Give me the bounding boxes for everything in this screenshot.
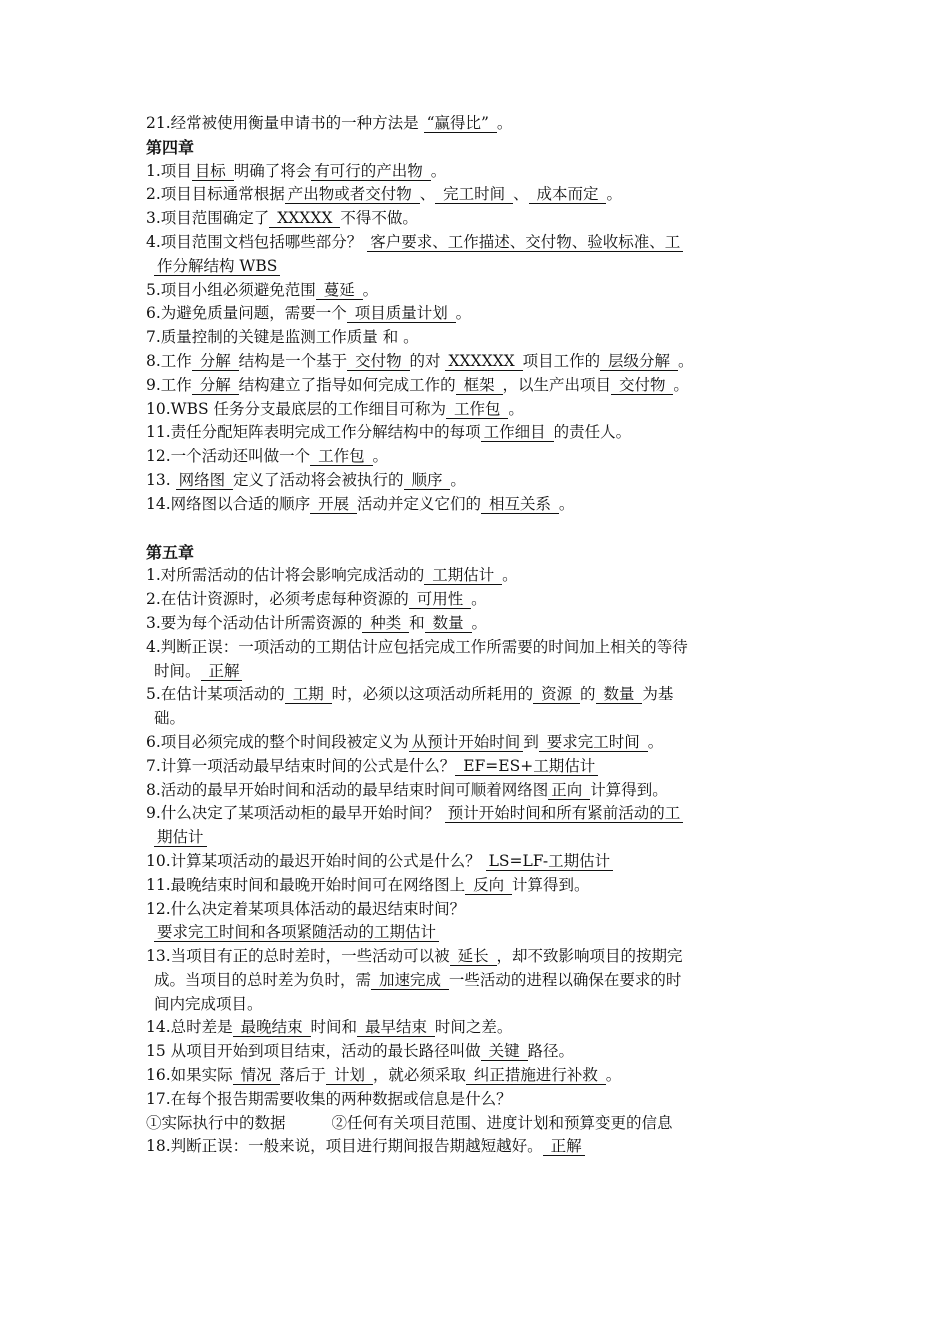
question-text: 11.责任分配矩阵表明完成工作分解结构中的每项 [146, 423, 481, 442]
question-text: 。 [558, 494, 575, 513]
answer-blank: 顺序 [404, 471, 451, 490]
answer-option: ①实际执行中的数据 [146, 1113, 286, 1132]
question-text: 9.什么决定了某项活动柜的最早开始时间？ [146, 804, 445, 823]
question-text: 。 [502, 566, 518, 585]
question-line [146, 612, 812, 636]
question-line [146, 1135, 812, 1159]
question-line [146, 398, 812, 422]
answer-blank: 预计开始时间和所有紧前活动的工 [445, 804, 684, 823]
question-text: 1.对所需活动的估计将会影响完成活动的 [146, 566, 425, 585]
answer-blank: 框架 [456, 376, 503, 395]
answer-blank: 资源 [533, 685, 580, 704]
answer-blank: 工作包 [446, 400, 508, 419]
question-text: 。 [647, 732, 664, 751]
question-text: 21.经常被使用衡量申请书的一种方法是 [146, 114, 424, 132]
answer-blank: 从预计开始时间 [409, 733, 524, 752]
question-line [146, 588, 812, 612]
answer-blank: 要求完工时间 [539, 733, 648, 752]
answer-option: ②任何有关项目范围、进度计划和预算变更的信息 [331, 1113, 673, 1132]
question-text: 12.什么决定着某项具体活动的最迟结束时间？ [146, 899, 466, 918]
answer-blank: 工期 [285, 685, 332, 704]
question-text: 。 [471, 590, 487, 609]
question-text: 7.计算一项活动最早结束时间的公式是什么？ [146, 756, 456, 775]
question-line [146, 683, 812, 707]
question-text: 。 [606, 185, 622, 204]
question-text: 成。当项目的总时差为负时，需 [154, 970, 372, 989]
question-text: 结构建立了指导如何完成工作的 [238, 375, 456, 394]
question-continuation [146, 921, 812, 945]
question-text: 础。 [154, 709, 186, 728]
question-text: 10.WBS 任务分支最底层的工作细目可称为 [146, 399, 447, 418]
question-text: 。 [673, 375, 689, 394]
question-text: 4.项目范围文档包括哪些部分？ [146, 232, 368, 251]
answer-options [146, 1112, 812, 1136]
answer-blank: 最早结束 [357, 1018, 435, 1037]
question-line [146, 1016, 812, 1040]
question-line [146, 112, 812, 136]
question-text: 时间和 [310, 1018, 358, 1037]
question-line [146, 326, 812, 350]
question-line [146, 636, 812, 660]
answer-blank: 工作包 [310, 447, 372, 466]
answer-blank: 客户要求、工作描述、交付物、验收标准、工 [367, 233, 683, 252]
question-text: 3.要为每个活动估计所需资源的 [146, 613, 363, 632]
question-line [146, 421, 812, 445]
answer-blank: 工作细目 [481, 423, 554, 442]
question-text: 13.当项目有正的总时差时，一些活动可以被 [146, 947, 450, 966]
question-text: 。 [450, 470, 466, 489]
question-line [146, 1088, 812, 1112]
answer-blank: 种类 [362, 614, 409, 633]
question-text: 。 [496, 114, 513, 132]
question-text: 4.判断正误：一项活动的工期估计应包括完成工作所需要的时间加上相关的等待 [146, 637, 688, 656]
answer-blank: 最晚结束 [233, 1018, 311, 1037]
question-text: 8.活动的最早开始时间和活动的最早结束时间可顺着网络图 [146, 780, 549, 799]
question-line [146, 279, 812, 303]
question-text: 14.总时差是 [146, 1018, 233, 1037]
answer-blank: 数量 [425, 614, 472, 633]
question-text: 和 [409, 613, 425, 632]
question-text: 一些活动的进程以确保在要求的时 [448, 970, 682, 989]
answer-blank: 层级分解 [600, 352, 678, 371]
question-text: 落后于 [279, 1066, 327, 1085]
answer-blank: 分解 [192, 376, 239, 395]
question-text: 、 [419, 185, 436, 204]
answer-blank: 要求完工时间和各项紧随活动的工期估计 [154, 923, 439, 942]
answer-blank: 可用性 [409, 590, 471, 609]
question-line [146, 731, 812, 755]
question-text: 间内完成项目。 [154, 994, 263, 1013]
question-continuation [146, 255, 812, 279]
question-line [146, 445, 812, 469]
question-text: 时间之差。 [434, 1018, 513, 1037]
question-text: 时，必须以这项活动所耗用的 [331, 685, 534, 704]
question-line [146, 945, 812, 969]
answer-blank: 计划 [326, 1066, 373, 1085]
answer-blank: XXXXX [269, 209, 340, 228]
answer-blank: EF=ES+工期估计 [455, 757, 598, 776]
question-text: 2.在估计资源时，必须考虑每种资源的 [146, 590, 409, 609]
question-text: 。 [455, 304, 472, 323]
question-text: 18.判断正误：一般来说，项目进行期间报告期越短越好。 [146, 1137, 543, 1156]
question-line [146, 850, 812, 874]
section-gap [146, 517, 812, 541]
answer-blank: 正解 [201, 662, 243, 681]
question-line [146, 302, 812, 326]
answer-blank: 相互关系 [481, 495, 559, 514]
answer-blank: 关键 [481, 1042, 528, 1061]
chapter-heading: 第四章 [146, 137, 195, 157]
question-line [146, 231, 812, 255]
answer-blank: 目标 [192, 162, 234, 181]
answer-blank: “赢得比” [424, 114, 497, 133]
question-text: 的 [580, 685, 596, 704]
question-text: 。 [605, 1066, 622, 1085]
answer-blank: 作分解结构 WBS [154, 257, 280, 276]
answer-blank: 延长 [450, 947, 497, 966]
question-text: 11.最晚结束时间和最晚开始时间可在网络图上 [146, 875, 466, 894]
question-text: 、 [513, 185, 529, 204]
answer-blank: 加速完成 [371, 971, 449, 990]
question-continuation [146, 969, 812, 993]
question-text: 14.网络图以合适的顺序 [146, 494, 311, 513]
question-text: 定义了活动将会被执行的 [233, 470, 404, 489]
question-text: 1.项目 [146, 161, 192, 180]
question-text: 计算得到。 [512, 875, 590, 894]
question-text: 。 [677, 351, 694, 370]
question-line [146, 183, 812, 207]
question-text: 5.项目小组必须避免范围 [146, 280, 316, 299]
question-continuation [146, 826, 812, 850]
question-line [146, 160, 812, 184]
answer-blank: 期估计 [154, 828, 207, 847]
question-text: 计算得到。 [590, 780, 668, 799]
question-text: 9.工作 [146, 375, 192, 394]
question-continuation [146, 707, 812, 731]
question-line [146, 802, 812, 826]
question-text: 明确了将会 [233, 161, 312, 180]
question-text: 12.一个活动还叫做一个 [146, 447, 311, 466]
question-text: 16.如果实际 [146, 1066, 233, 1085]
answer-blank: 蔓延 [316, 281, 363, 300]
question-text: 不得不做。 [340, 209, 418, 228]
question-text: 路径。 [527, 1042, 575, 1061]
answer-blank: 成本而定 [529, 185, 607, 204]
question-text: 8.工作 [146, 351, 192, 370]
question-line [146, 755, 812, 779]
question-continuation [146, 993, 812, 1017]
question-line [146, 1040, 812, 1064]
question-line [146, 779, 812, 803]
question-line [146, 350, 812, 374]
question-line [146, 207, 812, 231]
answer-blank: 分解 [192, 352, 239, 371]
answer-blank: 正解 [543, 1137, 585, 1156]
question-line [146, 564, 812, 588]
question-text: ，以生产出项目 [502, 375, 612, 394]
chapter-heading: 第五章 [146, 542, 195, 562]
question-text: 17.在每个报告期需要收集的两种数据或信息是什么？ [146, 1089, 512, 1108]
answer-blank: 开展 [310, 495, 357, 514]
answer-blank: 交付物 [611, 376, 673, 395]
answer-blank: 正向 [548, 781, 590, 800]
question-line [146, 1064, 812, 1088]
question-text: 结构是一个基于 [238, 351, 348, 370]
answer-blank: 网络图 [176, 471, 233, 490]
question-text: 10.计算某项活动的最迟开始时间的公式是什么？ [146, 851, 486, 870]
question-text: ，却不致影响项目的按期完 [496, 947, 683, 966]
question-text: 6.为避免质量问题，需要一个 [146, 304, 347, 323]
question-line [146, 493, 812, 517]
answer-blank: 有可行的产出物 [311, 162, 430, 181]
answer-blank: 数量 [596, 685, 643, 704]
question-text: 。 [430, 161, 447, 180]
answer-blank: 工期估计 [424, 566, 502, 585]
answer-blank: 反向 [465, 876, 512, 895]
answer-blank: 情况 [233, 1066, 280, 1085]
document-page [146, 112, 812, 1159]
answer-blank: LS=LF-工期估计 [486, 852, 614, 871]
answer-blank: 完工时间 [435, 185, 513, 204]
question-line [146, 898, 812, 922]
question-text: 2.项目目标通常根据 [146, 185, 285, 204]
question-text: 。 [362, 280, 379, 299]
question-text: 的责任人。 [553, 423, 632, 442]
question-text: 7.质量控制的关键是监测工作质量 和 。 [146, 328, 419, 347]
question-line [146, 874, 812, 898]
question-text: 时间。 [154, 661, 201, 680]
question-text: 项目工作的 [522, 351, 601, 370]
question-text: ，就必须采取 [372, 1066, 466, 1085]
question-line [146, 374, 812, 398]
question-text: 。 [471, 613, 488, 632]
question-text: 的对 [409, 351, 446, 370]
question-text: 3.项目范围确定了 [146, 209, 270, 228]
answer-blank: 纠正措施进行补救 [466, 1066, 606, 1085]
question-continuation [146, 660, 812, 684]
answer-blank: 交付物 [347, 352, 409, 371]
question-line [146, 469, 812, 493]
question-text: 6.项目必须完成的整个时间段被定义为 [146, 732, 409, 751]
question-text: 到 [523, 732, 539, 751]
question-text: 为基 [642, 685, 674, 704]
answer-blank: 产出物或者交付物 [285, 185, 420, 204]
question-text: 。 [372, 447, 389, 466]
question-text: 5.在估计某项活动的 [146, 685, 285, 704]
question-text: 15 从项目开始到项目结束，活动的最长路径叫做 [146, 1042, 481, 1061]
answer-blank: XXXXXX [445, 352, 522, 371]
question-text: 13. [146, 470, 176, 489]
answer-blank: 项目质量计划 [347, 304, 456, 323]
question-text: 活动并定义它们的 [357, 494, 482, 513]
question-text: 。 [508, 399, 524, 418]
